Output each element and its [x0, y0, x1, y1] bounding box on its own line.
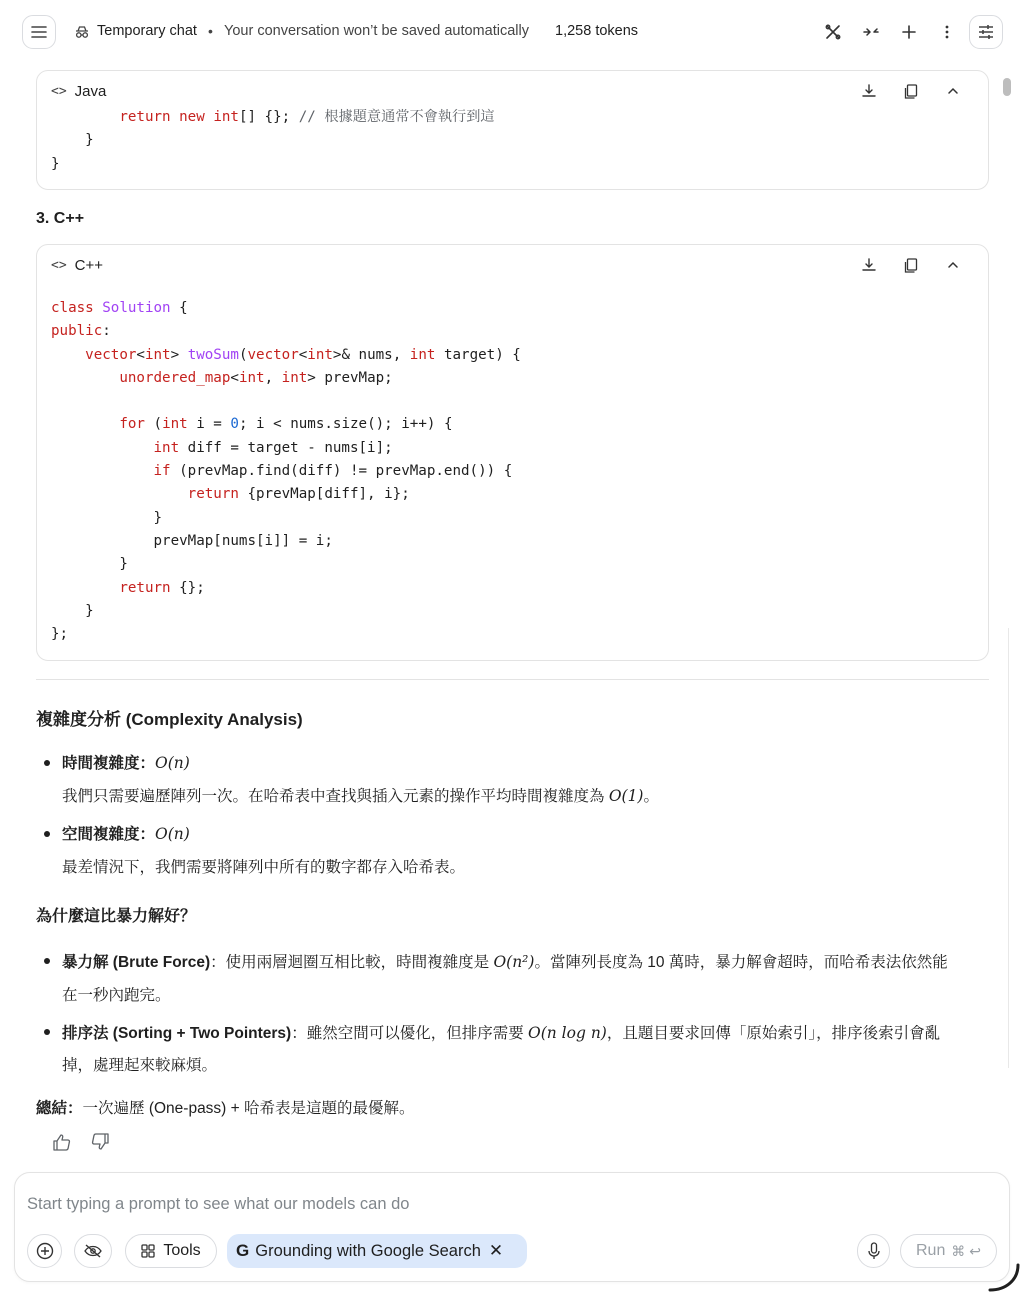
sorting-line-2: 掉，處理起來較麻煩。	[62, 1057, 218, 1074]
add-media-button[interactable]	[27, 1234, 62, 1268]
kebab-menu-icon	[944, 24, 950, 40]
scrollbar-thumb[interactable]	[1003, 78, 1011, 96]
collapse-code-button[interactable]	[932, 80, 974, 102]
collapse-code-button[interactable]	[932, 254, 974, 276]
run-shortcut: ⌘ ↩	[951, 1242, 981, 1259]
code-block-header	[51, 71, 106, 111]
time-complexity-line: 時間複雜度：O(n)	[62, 754, 190, 772]
grid-icon	[141, 1244, 155, 1258]
run-label: Run	[916, 1242, 946, 1259]
download-icon	[862, 258, 876, 272]
download-button[interactable]	[848, 80, 890, 102]
download-icon	[862, 84, 876, 98]
tools-crossed-icon	[824, 23, 842, 41]
bullet	[44, 760, 50, 766]
plus-circle-icon	[36, 1242, 54, 1260]
grounding-chip[interactable]	[227, 1234, 527, 1268]
hamburger-icon	[31, 26, 47, 38]
code-icon: <>	[51, 83, 67, 99]
copy-button[interactable]	[890, 80, 932, 102]
cpp-section-heading: 3. C++	[36, 210, 85, 227]
run-button[interactable]	[900, 1234, 997, 1268]
code-block-header	[51, 245, 103, 285]
copy-icon	[904, 258, 918, 273]
code-block-actions	[848, 80, 974, 102]
collapse-button[interactable]	[860, 21, 882, 43]
space-complexity-line: 空間複雜度：O(n)	[62, 825, 190, 843]
time-complexity-desc: 我們只需要遍歷陣列一次。在哈希表中查找與插入元素的操作平均時間複雜度為 O(1)。	[62, 787, 659, 805]
run-settings-button[interactable]	[969, 15, 1003, 49]
remove-grounding-button[interactable]: ✕	[488, 1241, 504, 1260]
sorting-line: 排序法 (Sorting + Two Pointers)：雖然空間可以優化，但排序需要 O(n log n)，且題目要求回傳「原始索引」，排序後索引會亂	[62, 1024, 941, 1042]
microphone-icon	[867, 1242, 881, 1260]
copy-icon	[904, 84, 918, 99]
copy-button[interactable]	[890, 254, 932, 276]
incognito-icon	[74, 24, 90, 40]
menu-button[interactable]	[22, 15, 56, 49]
top-bar	[0, 0, 1024, 64]
sliders-icon	[977, 24, 995, 40]
eye-slash-icon	[83, 1243, 103, 1259]
thumbs-down-icon[interactable]	[90, 1133, 110, 1151]
brute-force-line-2: 在一秒內跑完。	[62, 987, 171, 1004]
download-button[interactable]	[848, 254, 890, 276]
microphone-button[interactable]	[857, 1234, 890, 1268]
chevron-up-icon	[947, 261, 959, 269]
bullet	[44, 831, 50, 837]
code-block-java	[36, 70, 989, 190]
scrollbar-rail	[1008, 628, 1009, 1068]
token-count: 1,258 tokens	[555, 23, 639, 39]
why-heading: 為什麼這比暴力解好？	[36, 908, 197, 925]
compare-button[interactable]	[822, 21, 844, 43]
code-java: return new int[] {}; // 根據題意通常不會執行到這 } }	[51, 109, 495, 172]
bullet	[44, 1029, 50, 1035]
separator-dot: •	[208, 23, 213, 39]
section-divider	[36, 679, 989, 680]
prompt-input[interactable]	[27, 1193, 927, 1215]
code-cpp: class Solution { public: vector<int> twoSum(vector<int>& nums, int target) { unordered_map<int, int> prevMap; for (int i = 0; i < nums.size(); i++) { int diff = target - nums[i]; if (prevMap.find(diff) != prevMap.end()) { return {prevMap[diff], i}; } prevMap[nums[i]] = i; } return {}; } };	[51, 300, 521, 643]
grounding-label: Grounding with Google Search	[255, 1241, 481, 1260]
code-icon: <>	[51, 257, 67, 273]
code-language-label: C++	[74, 256, 104, 274]
scrollbar[interactable]	[1000, 70, 1014, 1170]
new-chat-button[interactable]	[898, 21, 920, 43]
plus-icon	[901, 24, 917, 40]
google-g-icon: G	[236, 1241, 250, 1260]
code-language-label: Java	[74, 82, 107, 100]
visibility-toggle-button[interactable]	[74, 1234, 112, 1268]
code-block-actions	[848, 254, 974, 276]
more-options-button[interactable]	[936, 21, 958, 43]
space-complexity-desc: 最差情況下，我們需要將陣列中所有的數字都存入哈希表。	[62, 859, 466, 876]
unsaved-notice: Your conversation won’t be saved automatically	[224, 23, 529, 39]
complexity-heading: 複雜度分析 (Complexity Analysis)	[36, 710, 303, 729]
loading-arc-icon	[984, 1260, 1024, 1297]
tools-button[interactable]	[125, 1234, 217, 1268]
code-block-cpp	[36, 244, 989, 661]
compress-arrows-icon	[862, 23, 880, 41]
thumbs-up-icon[interactable]	[52, 1133, 72, 1151]
chevron-up-icon	[947, 87, 959, 95]
bullet	[44, 958, 50, 964]
brute-force-line: 暴力解 (Brute Force)：使用兩層迴圈互相比較，時間複雜度是 O(n²)。當陣列長度為 10 萬時，暴力解會超時，而哈希表法依然能	[62, 953, 948, 971]
summary-line: 總結：一次遍歷 (One-pass) + 哈希表是這題的最優解。	[36, 1100, 415, 1117]
tools-label: Tools	[163, 1242, 201, 1259]
temporary-chat-label: Temporary chat	[97, 23, 197, 39]
